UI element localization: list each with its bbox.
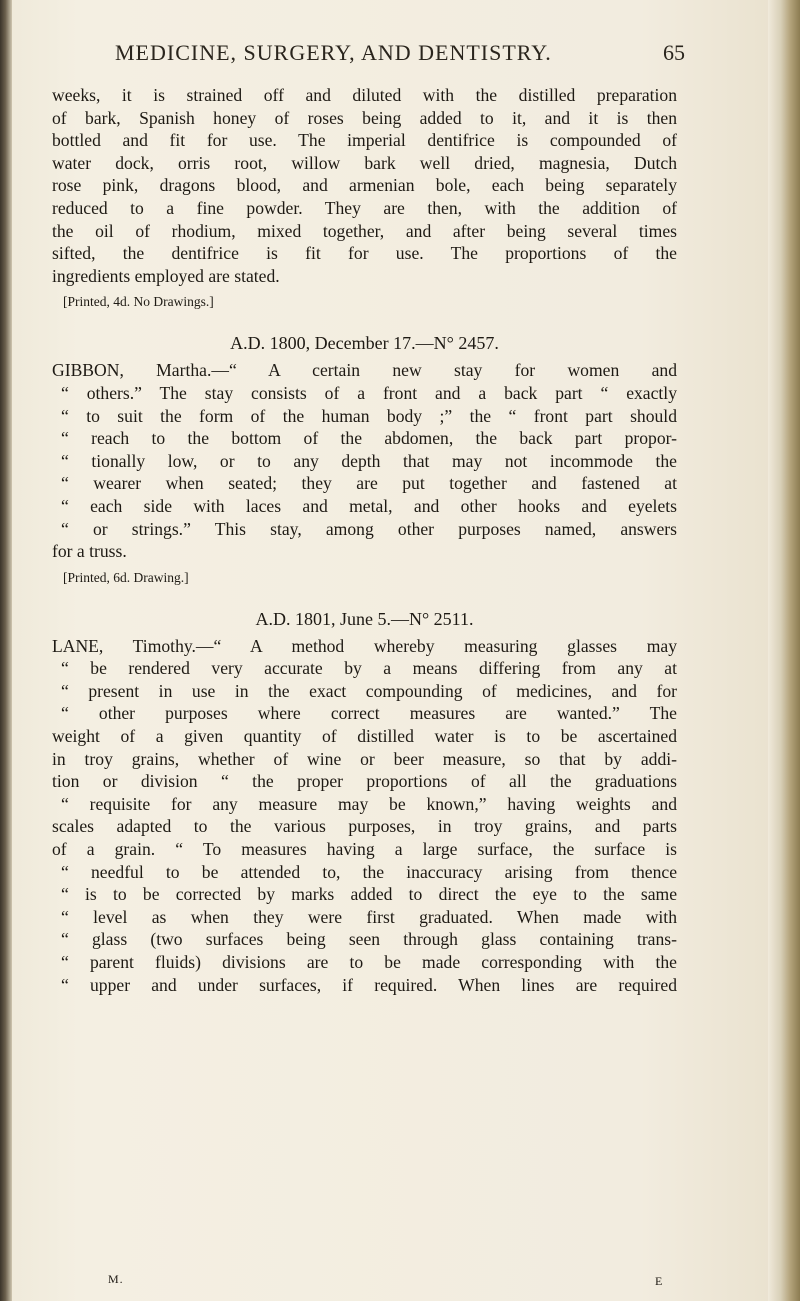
text-line: “ is to be corrected by marks added to direct the eye to the same: [61, 884, 677, 905]
text-line: “ present in use in the exact compounding of medicines, and for: [61, 680, 677, 701]
entry-heading: A.D. 1801, June 5.—N° 2511.: [255, 608, 474, 629]
text-line: “ to suit the form of the human body ;” the “ front part should: [61, 405, 677, 426]
text-line: “ wearer when seated; they are put together and fastened at: [61, 473, 677, 494]
printed-note: [Printed, 6d. Drawing.]: [63, 569, 189, 585]
signature-letter: E: [655, 1274, 663, 1288]
text-line: “ others.” The stay consists of a front and a back part “ exactly: [61, 382, 677, 403]
text-line: in troy grains, whether of wine or beer measure, so that by addi-: [52, 748, 677, 769]
entry-gibbon: [52, 331, 677, 588]
entry-first-line: GIBBON, Martha.—“ A certain new stay for women and: [52, 360, 677, 381]
text-line: “ needful to be attended to, the inaccuracy arising from thence: [61, 861, 677, 882]
text-line: the oil of rhodium, mixed together, and after being several times: [52, 220, 677, 241]
text-line: rose pink, dragons blood, and armenian bole, each being separately: [52, 175, 677, 196]
text-line: weight of a given quantity of distilled water is to be ascertained: [52, 726, 677, 747]
book-spine-shadow: [0, 0, 12, 1301]
page-header: [115, 40, 685, 70]
text-line: “ requisite for any measure may be known,” having weights and: [61, 793, 677, 814]
signature-mark: M.: [108, 1272, 124, 1286]
body-text: [52, 84, 677, 996]
text-line: “ reach to the bottom of the abdomen, the back part propor-: [61, 428, 677, 449]
text-line: sifted, the dentifrice is fit for use. The proportions of the: [52, 243, 677, 264]
entry-heading: A.D. 1800, December 17.—N° 2457.: [230, 333, 499, 354]
text-line: tion or division “ the proper proportions of all the graduations: [52, 771, 677, 792]
entry-lane: [52, 607, 677, 997]
text-line: “ glass (two surfaces being seen through glass containing trans-: [61, 929, 677, 950]
text-line: “ level as when they were first graduated. When made with: [61, 906, 677, 927]
text-line: weeks, it is strained off and diluted with the distilled preparation: [52, 85, 677, 105]
text-line: ingredients employed are stated.: [52, 265, 280, 286]
text-line: “ tionally low, or to any depth that may not incommode the: [61, 450, 677, 471]
text-line: “ each side with laces and metal, and other hooks and eyelets: [61, 495, 677, 516]
text-line: scales adapted to the various purposes, in troy grains, and parts: [52, 816, 677, 837]
text-line: “ or strings.” This stay, among other purposes named, answers: [61, 518, 677, 539]
running-head: MEDICINE, SURGERY, AND DENTISTRY.: [115, 40, 552, 65]
printed-note: [Printed, 4d. No Drawings.]: [63, 294, 214, 310]
text-line: of a grain. “ To measures having a large surface, the surface is: [52, 839, 677, 860]
text-line: “ parent fluids) divisions are to be made corresponding with the: [61, 952, 677, 972]
text-line: of bark, Spanish honey of roses being added to it, and it is then: [52, 107, 677, 128]
page-number: 65: [663, 40, 685, 65]
text-line: “ be rendered very accurate by a means differing from any at: [61, 658, 677, 679]
page-edge: [768, 0, 800, 1301]
entry-first-line: LANE, Timothy.—“ A method whereby measuring glasses may: [52, 635, 677, 656]
text-line: reduced to a fine powder. They are then, with the addition of: [52, 197, 677, 218]
text-line: “ other purposes where correct measures are wanted.” The: [61, 703, 677, 724]
text-line: “ upper and under surfaces, if required. When lines are required: [61, 974, 677, 995]
paragraph-dentifrice: [52, 84, 677, 313]
text-line: bottled and fit for use. The imperial dentifrice is compounded of: [52, 130, 677, 151]
text-line: for a truss.: [52, 541, 127, 562]
text-line: water dock, orris root, willow bark well dried, magnesia, Dutch: [52, 152, 677, 173]
